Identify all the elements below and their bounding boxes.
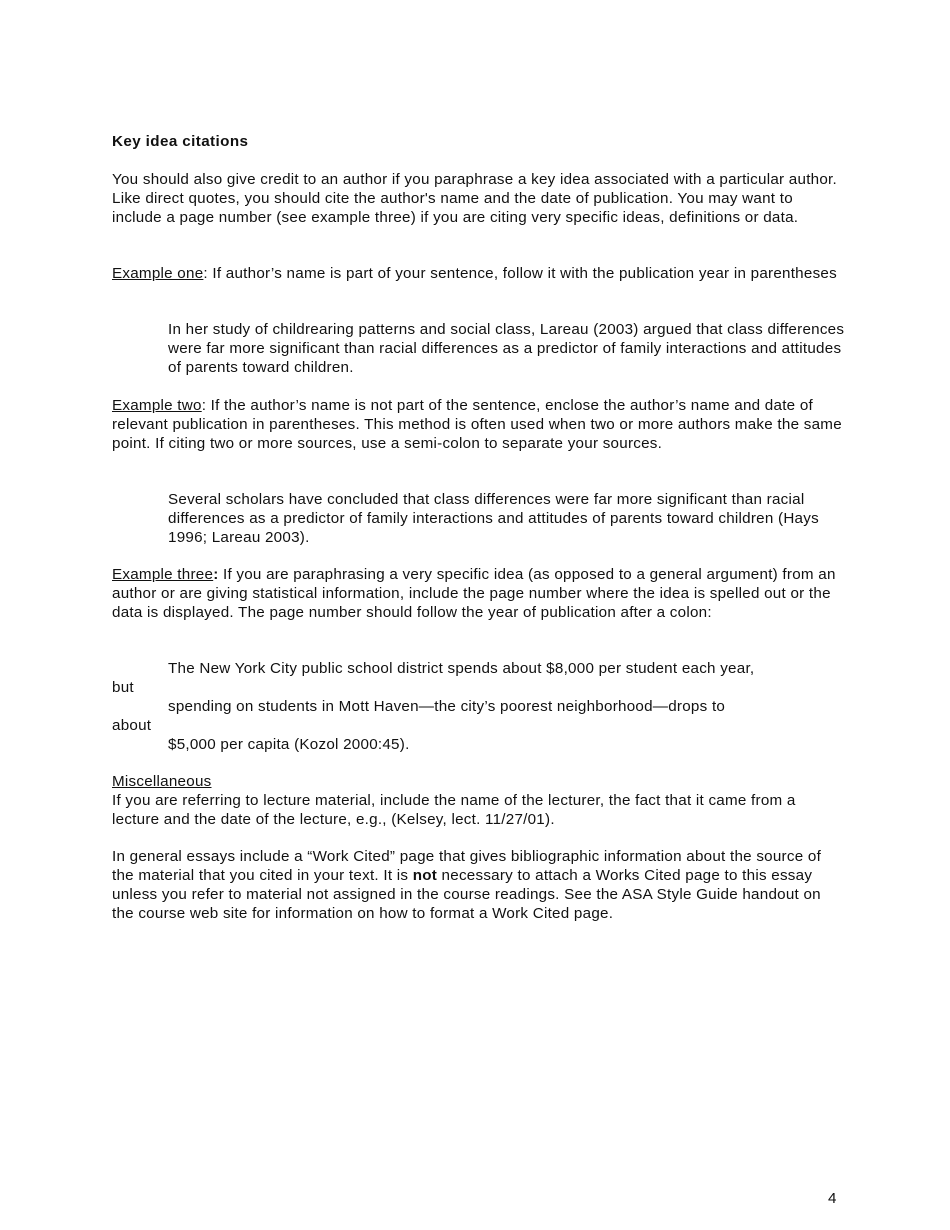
page-number: 4: [828, 1190, 837, 1208]
example-one-label: Example one: [112, 265, 204, 282]
misc-label: Miscellaneous: [112, 773, 212, 790]
miscellaneous-paragraph: If you are referring to lecture material, include the name of the lecturer, the fact that it came from a lecture and the date of the lecture, e.g., (Kelsey, lect. 11/27/01).: [112, 792, 796, 828]
example-two-quote: Several scholars have concluded that class differences were far more significant than racial differences as a predictor of family interactions and attitudes of parents toward children (Hays 1996; Lareau 2003).: [168, 491, 819, 546]
example-three-quote-line: about: [112, 717, 152, 734]
example-two-paragraph: [112, 396, 847, 453]
example-two-text: : If the author’s name is not part of the sentence, enclose the author’s name and date of relevant publication in parentheses. This method is often used when two or more authors make the same point. If citing two or more sources, use a semi-colon to separate your sources.: [112, 397, 842, 452]
example-one-text: : If author’s name is part of your sentence, follow it with the publication year in parentheses: [203, 265, 837, 282]
general-text-bold: not: [412, 867, 438, 884]
general-text-before: In general essays include a “Work Cited” page that gives bibliographic information about the source of the material that you cited in your text. It is: [112, 848, 822, 884]
example-three-label: Example three: [112, 566, 214, 583]
example-one-paragraph: [112, 264, 847, 283]
example-three-paragraph: [112, 565, 847, 622]
example-three-quote-line: The New York City public school district spends about $8,000 per student each year,: [168, 660, 755, 677]
miscellaneous-label: [112, 772, 847, 791]
general-text-after: necessary to attach a Works Cited page to this essay unless you refer to material not assigned in the course readings. See the ASA Style Guide handout on the course web site for information on how to format a Work Cited page.: [112, 867, 821, 922]
section-heading: Key idea citations: [112, 133, 249, 150]
example-three-text: If you are paraphrasing a very specific idea (as opposed to a general argument) from an author or are giving statistical information, include the page number where the idea is spelled out or the data is displayed. The page number should follow the year of publication after a colon:: [112, 566, 836, 621]
example-one-quote: In her study of childrearing patterns and social class, Lareau (2003) argued that class differences were far more significant than racial differences as a predictor of family interactions and attitudes of parents toward children.: [168, 321, 845, 376]
example-three-colon: :: [213, 566, 219, 583]
general-paragraph: [112, 847, 847, 923]
intro-paragraph: You should also give credit to an author if you paraphrase a key idea associated with a particular author. Like direct quotes, you should cite the author's name and the date of publication. You may want to include a page number (see example three) if you are citing very specific ideas, definitions or data.: [112, 171, 837, 226]
example-two-label: Example two: [112, 397, 202, 414]
example-three-quote-line: spending on students in Mott Haven—the city’s poorest neighborhood—drops to: [168, 698, 726, 715]
example-three-quote-line: but: [112, 679, 134, 696]
example-three-quote-line: $5,000 per capita (Kozol 2000:45).: [168, 736, 410, 753]
